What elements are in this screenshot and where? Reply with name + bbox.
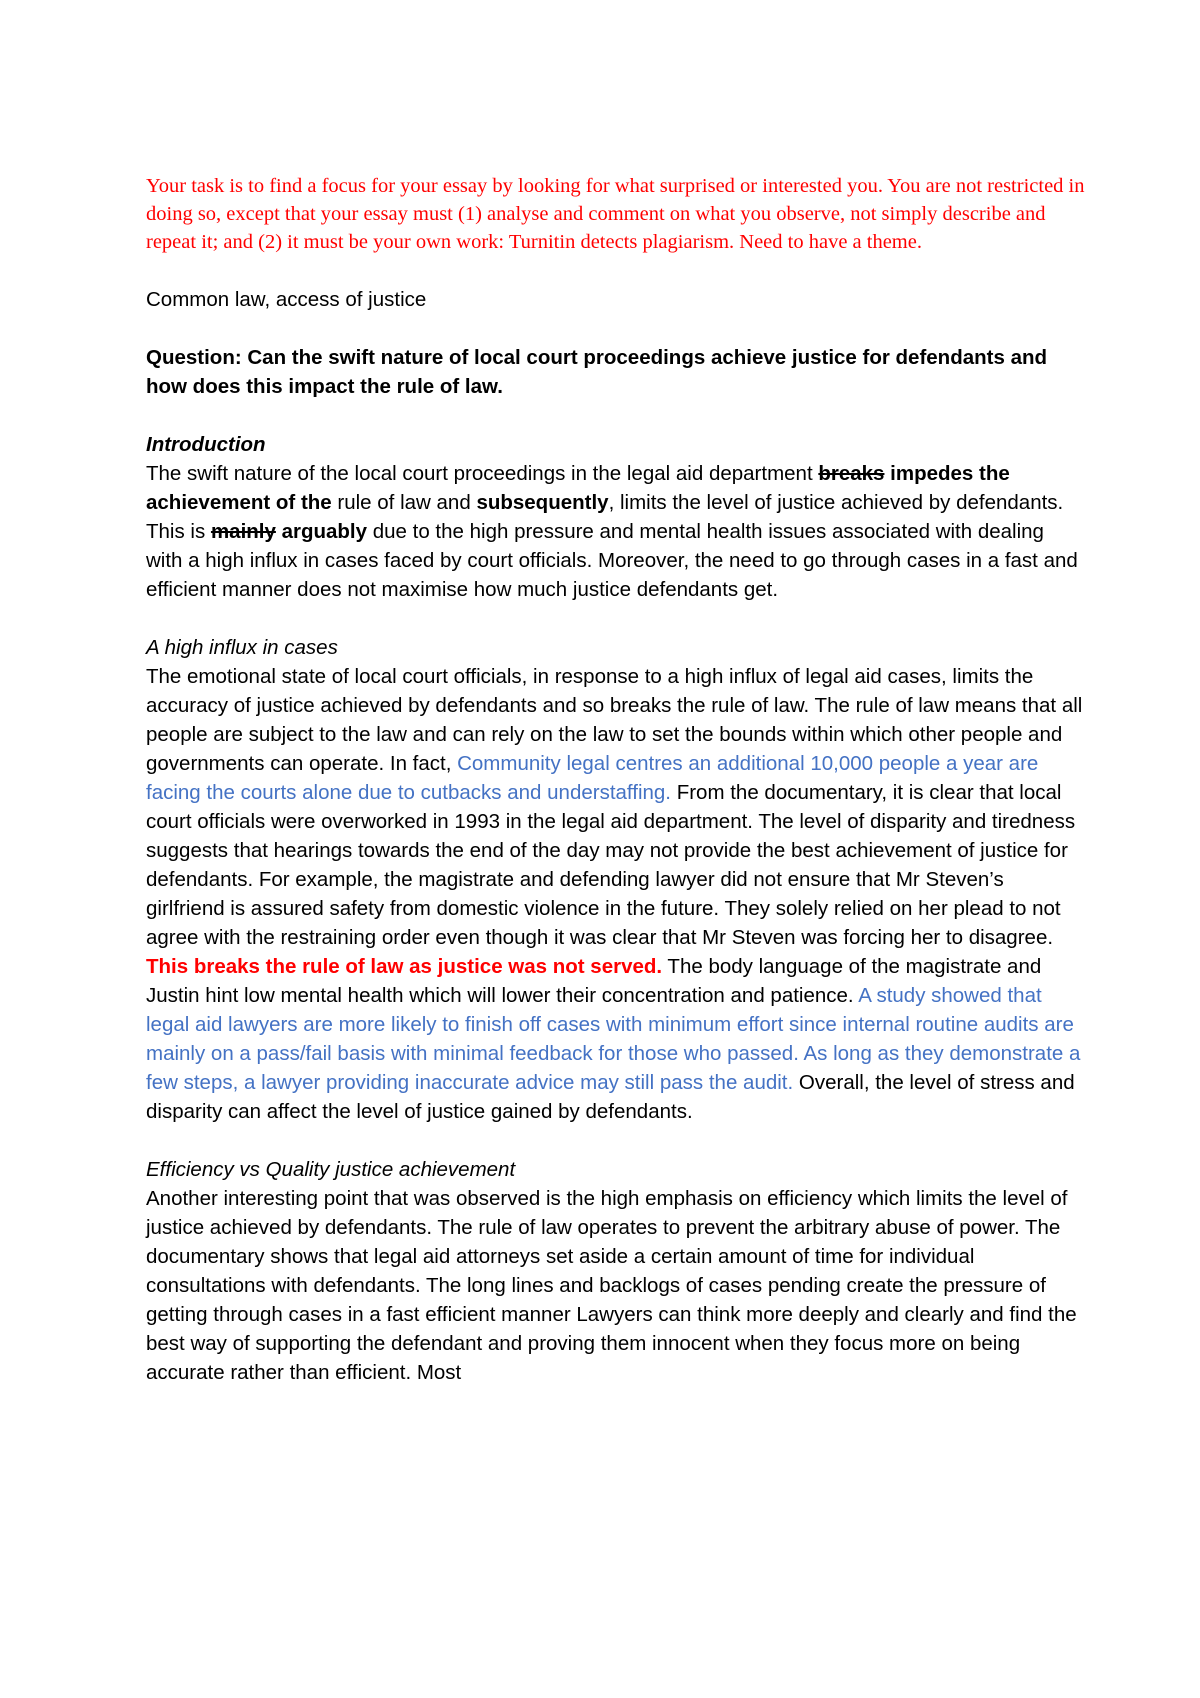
essay-topic: Common law, access of justice [146, 288, 427, 311]
intro-bold-3: arguably [275, 520, 368, 543]
intro-text-4: due to the high pressure and mental health issues associated with dealing with a high influx in cases faced by court officials. Moreover, the need to go through cases in a fast and efficient manner does not maximise how much justice defendants get. [146, 520, 1078, 601]
influx-text-2: From the documentary, it is clear that local court officials were overworked in 1993 in the legal aid department. The level of disparity and tiredness suggests that hearings towards the end of the day may not provide the best achievement of justice for defendants. For example, the magistrate and defending lawyer did not ensure that Mr Steven’s girlfriend is assured safety from domestic violence in the future. They solely relied on her plead to not agree with the restraining order even though it was clear that Mr Steven was forcing her to disagree. [146, 781, 1076, 949]
influx-text-3: The body language of the magistrate and Justin hint low mental health which will lower their concentration and patience. [146, 955, 1042, 1007]
efficiency-heading: Efficiency vs Quality justice achievement [146, 1158, 516, 1181]
introduction-section [146, 430, 1086, 604]
influx-blue-2: A study showed that legal aid lawyers are more likely to finish off cases with minimum effort since internal routine audits are mainly on a pass/fail basis with minimal feedback for those who passed. As long as they demonstrate a few steps, a lawyer providing inaccurate advice may still pass the audit. [146, 984, 1081, 1094]
intro-strike-1: breaks [818, 462, 885, 485]
efficiency-text-1: Another interesting point that was observed is the high emphasis on efficiency which limits the level of justice achieved by defendants. The rule of law operates to prevent the arbitrary abuse of power. The documentary shows that legal aid attorneys set aside a certain amount of time for individual consultations with defendants. The long lines and backlogs of cases pending create the pressure of getting through cases in a fast efficient manner Lawyers can think more deeply and clearly and find the best way of supporting the defendant and proving them innocent when they focus more on being accurate rather than efficient. Most [146, 1187, 1077, 1384]
introduction-heading: Introduction [146, 433, 266, 456]
intro-bold-1: impedes the achievement of the [146, 462, 1010, 514]
influx-heading: A high influx in cases [146, 636, 338, 659]
efficiency-section [146, 1155, 1086, 1387]
task-instructions: Your task is to find a focus for your essay by looking for what surprised or interested you. You are not restricted in doing so, except that your essay must (1) analyse and comment on what you observe, not simply describe and repeat it; and (2) it must be your own work: Turnitin detects plagiarism. Need to have a theme. [146, 175, 1085, 253]
influx-text-4: Overall, the level of stress and disparity can affect the level of justice gained by defendants. [146, 1071, 1075, 1123]
influx-section [146, 633, 1086, 1126]
intro-text-3: , limits the level of justice achieved by defendants. This is [146, 491, 1064, 543]
essay-question: Question: Can the swift nature of local court proceedings achieve justice for defendants and how does this impact the rule of law. [146, 346, 1048, 398]
influx-red-1: This breaks the rule of law as justice was not served. [146, 955, 663, 978]
intro-text-1: The swift nature of the local court proceedings in the legal aid department [146, 462, 819, 485]
influx-text-1: The emotional state of local court officials, in response to a high influx of legal aid cases, limits the accuracy of justice achieved by defendants and so breaks the rule of law. The rule of law means that all people are subject to the law and can rely on the law to set the bounds within which other people and governments can operate. In fact, [146, 665, 1083, 775]
influx-blue-1: Community legal centres an additional 10,000 people a year are facing the courts alone due to cutbacks and understaffing. [146, 752, 1039, 804]
intro-text-2: rule of law and [331, 491, 477, 514]
intro-bold-2: subsequently [476, 491, 609, 514]
intro-strike-2: mainly [210, 520, 276, 543]
document-body [146, 172, 1086, 1416]
